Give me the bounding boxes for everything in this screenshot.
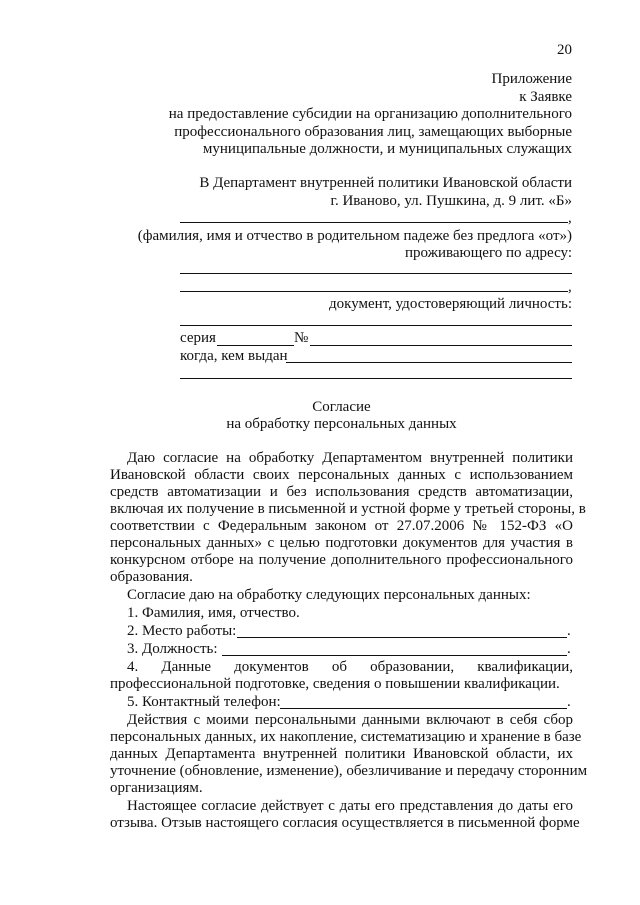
list-item-education-cont: профессиональной подготовке, сведения о повышении квалификации. (110, 676, 560, 692)
phone-period: . (567, 694, 571, 710)
issued-fill-line-2 (180, 378, 572, 379)
header-appendix: Приложение (491, 71, 572, 87)
header-subject-line-1: на предоставление субсидии на организацию дополнительного (168, 106, 572, 122)
address-fill-comma: , (568, 279, 572, 295)
position-fill-line (222, 655, 567, 656)
name-caption: (фамилия, имя и отчество в родительном падеже без предлога «от») (137, 228, 572, 244)
paragraph-1-line: конкурсном отборе на получение дополнительного профессионального (110, 552, 573, 568)
position-period: . (567, 641, 571, 657)
series-fill-line (217, 345, 294, 346)
address-fill-line-2 (180, 291, 568, 292)
header-to-application: к Заявке (519, 89, 572, 105)
paragraph-1-line: соответствии с Федеральным законом от 27.07.2006 № 152-ФЗ «О (110, 518, 573, 534)
paragraph-2-line: Действия с моими персональными данными включают в себя сбор (127, 712, 573, 728)
paragraph-1-line: включая их получение в письменной и устной форме у третьей стороны, в (110, 501, 586, 517)
paragraph-1-line: персональных данных» с целью подготовки документов для участия в (110, 535, 573, 551)
consent-intro: Согласие даю на обработку следующих персональных данных: (127, 587, 531, 603)
id-document-fill-line (180, 325, 572, 326)
list-item-workplace: 2. Место работы: (127, 623, 237, 639)
paragraph-1-line: образования. (110, 569, 193, 585)
number-label: № (294, 330, 309, 346)
series-label: серия (180, 330, 216, 346)
workplace-fill-line (237, 637, 567, 638)
page-number: 20 (557, 42, 572, 58)
list-item-phone: 5. Контактный телефон: (127, 694, 281, 710)
address-fill-line-1 (180, 273, 572, 274)
list-item-full-name: 1. Фамилия, имя, отчество. (127, 605, 300, 621)
paragraph-2-line: персональных данных, их накопление, систематизацию и хранение в базе (110, 729, 582, 745)
paragraph-1-line: Даю согласие на обработку Департаментом внутренней политики (127, 450, 573, 466)
document-subtitle: на обработку персональных данных (226, 416, 457, 432)
issued-fill-line (286, 362, 572, 363)
paragraph-2-line: уточнение (обновление, изменение), обезличивание и передачу сторонним (110, 763, 588, 779)
recipient-address: г. Иваново, ул. Пушкина, д. 9 лит. «Б» (330, 193, 572, 209)
list-item-position: 3. Должность: (127, 641, 218, 657)
paragraph-3-line: отзыва. Отзыв настоящего согласия осуществляется в письменной форме (110, 815, 580, 831)
issued-label: когда, кем выдан (180, 348, 288, 364)
name-fill-comma: , (568, 210, 572, 226)
workplace-period: . (567, 623, 571, 639)
paragraph-2-line: организациям. (110, 780, 203, 796)
paragraph-3-line: Настоящее согласие действует с даты его представления до даты его (127, 798, 573, 814)
header-subject-line-2: профессионального образования лиц, замещающих выборные (174, 124, 572, 140)
recipient-department: В Департамент внутренней политики Ивановской области (199, 175, 572, 191)
document-title: Согласие (312, 399, 371, 415)
list-item-education: 4. Данные документов об образовании, квалификации, (127, 659, 573, 675)
phone-fill-line (280, 708, 567, 709)
address-label: проживающего по адресу: (404, 245, 572, 261)
header-subject-line-3: муниципальные должности, и муниципальных служащих (202, 141, 572, 157)
id-document-label: документ, удостоверяющий личность: (329, 296, 572, 312)
paragraph-1-line: средств автоматизации и без использования средств автоматизации, (110, 484, 573, 500)
paragraph-1-line: Ивановской области своих персональных данных с использованием (110, 467, 573, 483)
number-fill-line (310, 345, 572, 346)
name-fill-line (180, 222, 568, 223)
paragraph-2-line: данных Департамента внутренней политики Ивановской области, их (110, 746, 573, 762)
